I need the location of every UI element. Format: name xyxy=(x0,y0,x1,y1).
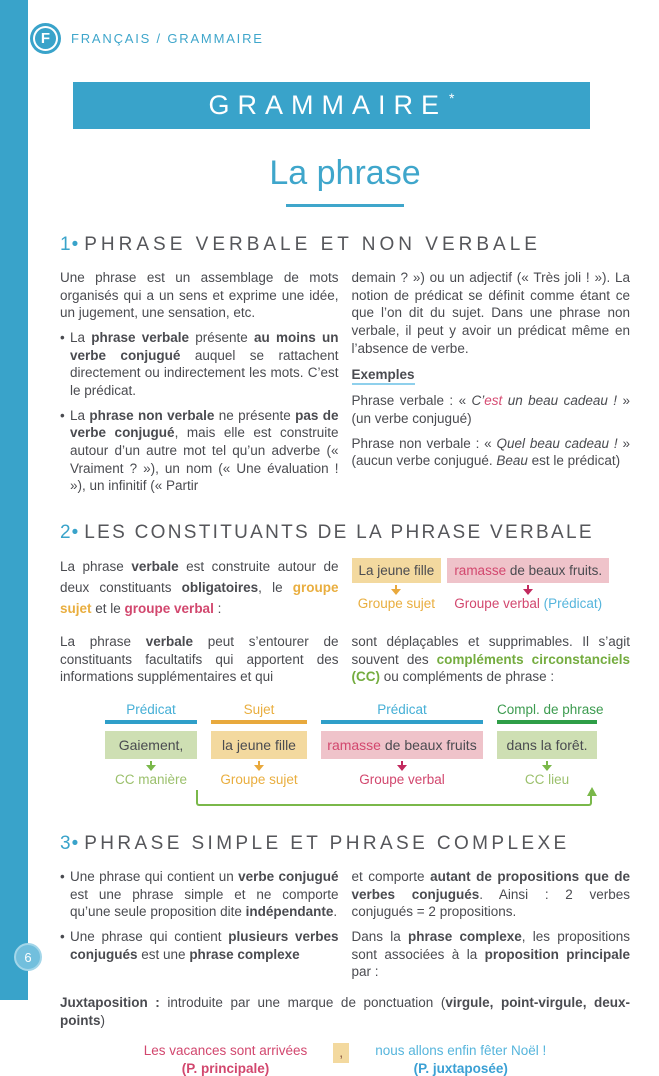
bullet-item: • La phrase verbale présente au moins un verbe conjugué auquel se rattachent directement ou indirectement les mots. C’est le prédicat. xyxy=(60,329,339,400)
section-2-heading xyxy=(60,522,630,544)
down-arrow-icon xyxy=(527,585,529,594)
example-sentence: Phrase non verbale : « Quel beau cadeau ! » (aucun verbe conjugué. Beau est le prédicat) xyxy=(351,435,630,469)
diagram-box: ramasse de beaux fruits xyxy=(321,731,483,759)
diagram-box: dans la forêt. xyxy=(497,731,597,759)
page-content xyxy=(40,0,630,1076)
left-margin-stripe xyxy=(0,0,28,1000)
juxtaposition-example xyxy=(60,1043,630,1076)
exemples-label: Exemples xyxy=(352,367,415,385)
section-2-columns xyxy=(60,550,630,620)
principal-clause-label: (P. principale) xyxy=(181,1060,270,1076)
section-2-columns-2 xyxy=(60,626,630,686)
section-bullet-dot: • xyxy=(71,832,79,854)
juxtaposed-clause-label: (P. juxtaposée) xyxy=(413,1060,508,1076)
down-arrow-icon xyxy=(546,761,548,770)
section-3-columns xyxy=(60,861,630,981)
diagram-bottom-label: Groupe verbal xyxy=(359,771,445,787)
bullet-item: • La phrase non verbale ne présente pas de verbe conjugué, mais elle est construite autour d’un autre mot tel qu’un adverbe (« Vraiment ? »), un nom (« Une évaluation ! »), un infinitif (« Partir xyxy=(60,407,339,495)
paragraph: La phrase verbale est construite autour de deux constituants obligatoires, le groupe sujet et le groupe verbal : xyxy=(60,559,339,616)
verb-box: ramasse de beaux fruits. xyxy=(447,558,609,583)
verb-label: Groupe verbal (Prédicat) xyxy=(454,596,603,612)
principal-clause-group xyxy=(144,1043,308,1076)
diagram-bottom-label: CC lieu xyxy=(524,771,570,787)
juxtaposition-definition: Juxtaposition : introduite par une marque de ponctuation (virgule, point-virgule, deux-points) xyxy=(60,994,630,1028)
diagram-column-groupe-sujet xyxy=(211,702,307,787)
paragraph: Une phrase est un assemblage de mots organisés qui a un sens et exprime une idée, un jugement, une sensation, etc. xyxy=(60,270,339,321)
underline-bar xyxy=(105,720,197,724)
diagram-column-cc-lieu xyxy=(497,701,604,787)
diagram-top-label: Prédicat xyxy=(377,701,427,717)
diagram-top-label: Prédicat xyxy=(126,701,176,717)
section-1-columns xyxy=(60,262,630,495)
paragraph: Dans la phrase complexe, les propositions sont associées à la proposition principale par : xyxy=(351,928,630,980)
mini-diagram xyxy=(352,558,631,611)
section-2-number: 2 xyxy=(60,522,71,544)
diagram-bottom-label: Groupe sujet xyxy=(220,771,298,787)
down-arrow-icon xyxy=(150,761,152,770)
diagram-column-cc-maniere xyxy=(105,702,197,787)
subject-icon xyxy=(33,26,58,51)
cc-connector-bracket xyxy=(196,790,592,806)
section-2-right-column xyxy=(352,550,631,620)
paragraph: sont déplaçables et supprimables. Il s’agit souvent des compléments circonstanciels (CC) ou compléments de phrase : xyxy=(351,633,630,685)
diagram-box: la jeune fille xyxy=(211,731,307,759)
juxtaposed-clause-group xyxy=(375,1043,546,1076)
section-3-title: PHRASE SIMPLE ET PHRASE COMPLEXE xyxy=(84,832,570,854)
diagram-box: Gaiement, xyxy=(105,731,197,759)
underline-bar xyxy=(321,720,483,724)
diagram-top-label: Compl. de phrase xyxy=(497,701,604,717)
section-1-number: 1 xyxy=(60,234,71,255)
mini-diagram-verb-column xyxy=(447,558,609,611)
paragraph: demain ? ») ou un adjectif (« Très joli ! »). La notion de prédicat se définit comme étant ce que l’on dit du sujet. Dans une phrase non verbale, il peut y avoir un prédicat même en l’absence de verbe. xyxy=(351,270,630,356)
sentence-diagram xyxy=(60,702,630,806)
section-1-right-column xyxy=(352,262,631,495)
diagram-columns xyxy=(105,702,630,787)
paragraph: et comporte autant de propositions que de verbes conjugués. Ainsi : 2 verbes conjugués = 2 propositions. xyxy=(351,868,630,920)
section-1-left-column xyxy=(60,262,339,495)
chapter-banner-title: GRAMMAIRE xyxy=(208,90,448,120)
diagram-column-groupe-verbal xyxy=(321,702,483,787)
example-sentence: Phrase verbale : « C’est un beau cadeau ! » (un verbe conjugué) xyxy=(351,393,630,427)
comma-highlight-chip: , xyxy=(333,1043,349,1063)
section-3-number: 3 xyxy=(60,832,71,854)
chapter-banner xyxy=(73,82,590,129)
subject-icon-letter: F xyxy=(40,30,51,47)
banner-asterisk: * xyxy=(449,89,455,106)
section-3-left-column xyxy=(60,861,339,981)
juxtaposed-clause-text: nous allons enfin fêter Noël ! xyxy=(375,1042,547,1058)
page-number-badge xyxy=(14,943,42,971)
section-bullet-dot: • xyxy=(71,234,79,255)
bullet-item: • Une phrase qui contient plusieurs verbes conjugués est une phrase complexe xyxy=(60,928,339,963)
section-1-title: PHRASE VERBALE ET NON VERBALE xyxy=(84,234,541,255)
section-1-heading xyxy=(60,234,630,256)
subject-label: Groupe sujet xyxy=(357,596,436,612)
page-header xyxy=(30,26,630,51)
page-number: 6 xyxy=(24,949,32,965)
mini-diagram-subject-column xyxy=(352,558,442,611)
diagram-bottom-label: CC manière xyxy=(114,771,188,787)
underline-bar xyxy=(497,720,597,724)
section-2-title: LES CONSTITUANTS DE LA PHRASE VERBALE xyxy=(84,522,594,544)
underline-bar xyxy=(211,720,307,724)
down-arrow-icon xyxy=(258,761,260,770)
paragraph: La phrase verbale peut s’entourer de constituants facultatifs qui apportent des informations supplémentaires et qui xyxy=(60,633,339,685)
diagram-top-label: Sujet xyxy=(243,701,275,717)
bullet-item: • Une phrase qui contient un verbe conjugué est une phrase simple et ne comporte qu’une seule proposition dite indépendante. xyxy=(60,868,339,921)
section-3-heading xyxy=(60,833,630,855)
down-arrow-icon xyxy=(395,585,397,594)
principal-clause-text: Les vacances sont arrivées xyxy=(143,1042,308,1058)
subject-box: La jeune fille xyxy=(352,558,442,583)
section-3-right-column xyxy=(352,861,631,981)
subject-breadcrumb: FRANÇAIS / GRAMMAIRE xyxy=(71,31,264,46)
section-2-left-column xyxy=(60,550,339,620)
down-arrow-icon xyxy=(401,761,403,770)
title-underline xyxy=(286,204,404,207)
section-bullet-dot: • xyxy=(71,522,79,544)
page-title: La phrase xyxy=(269,154,421,192)
